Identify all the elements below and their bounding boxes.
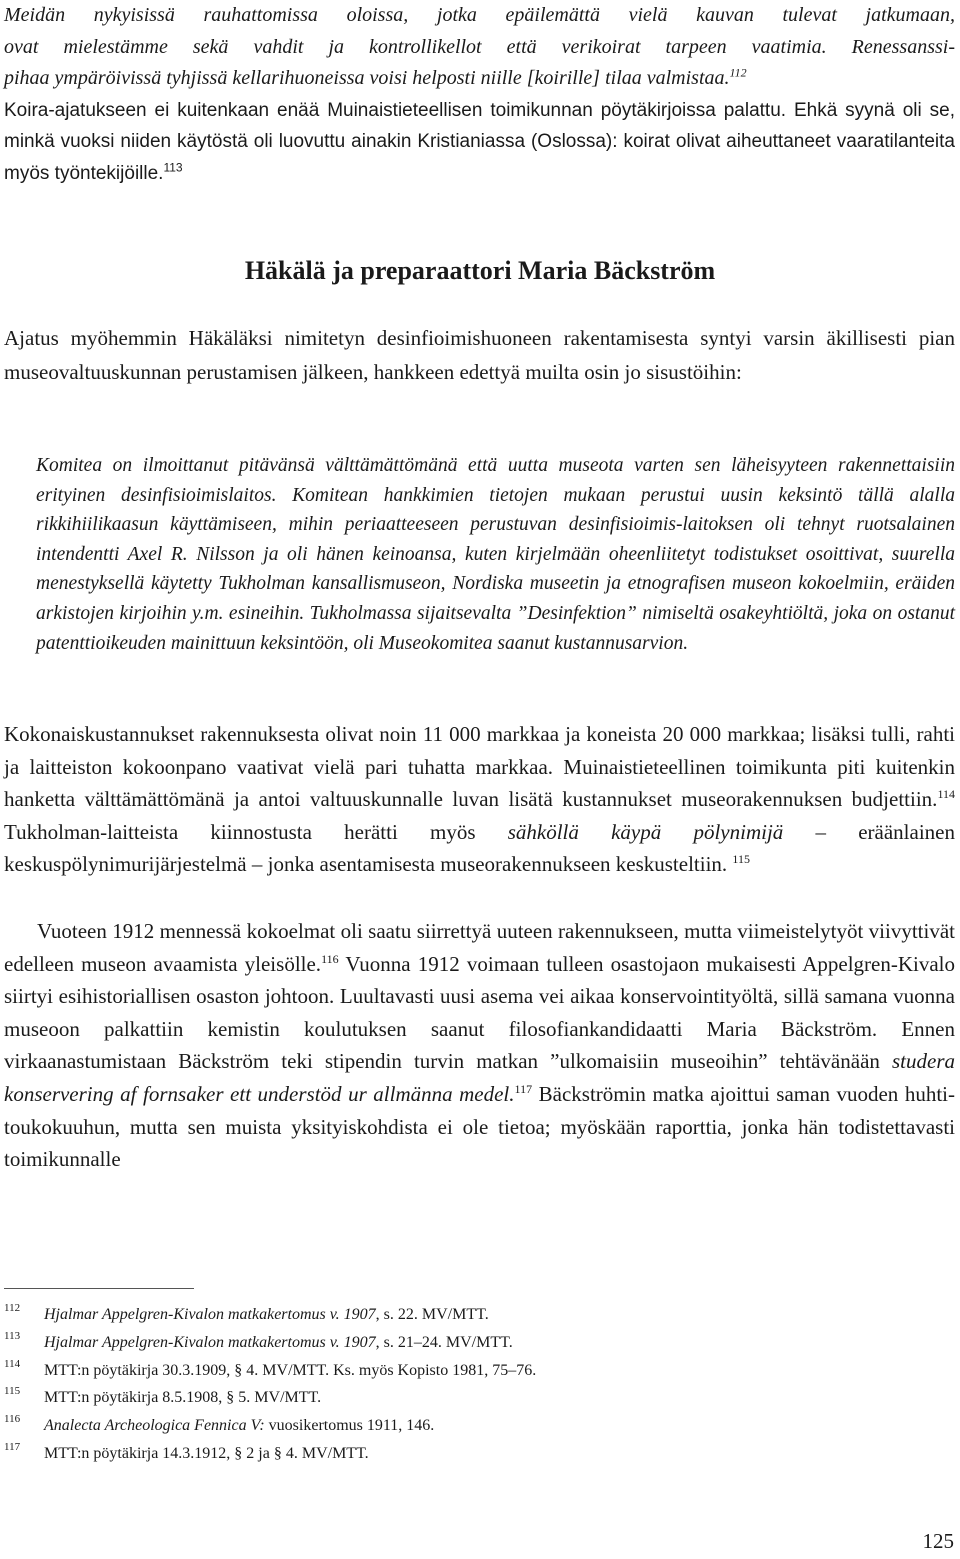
paragraph-backstrom (4, 915, 955, 1176)
footnote-number: 116 (4, 1413, 21, 1426)
footnote-ref-115[interactable]: 115 (732, 852, 750, 867)
opening-quote-continuation (4, 0, 955, 189)
paragraph-dogs (4, 95, 955, 190)
paragraph-backstrom-text-a: Vuoteen 1912 mennessä kokoelmat oli saatu siirrettyä uuteen rakennukseen, mutta viimeistelytyöt viivyttivät edelleen museon avaamista yleisölle. (4, 919, 955, 976)
footnote (4, 1357, 904, 1385)
footnote-text (44, 1412, 434, 1440)
footnote-italic: Hjalmar Appelgren-Kivalon matkakertomus v. 1907 (44, 1333, 376, 1351)
paragraph-backstrom-italic: studera konservering af fornsaker ett understöd ur allmänna medel. (4, 1049, 955, 1106)
footnotes (4, 1301, 904, 1468)
footnote-ref-116[interactable]: 116 (321, 951, 339, 966)
footnote-number: 112 (4, 1302, 21, 1314)
paragraph-costs-text-b: Tukholman-laitteista kiinnostusta herätti myös (4, 819, 508, 844)
footnote-rest: , s. 22. MV/MTT. (375, 1306, 489, 1323)
footnote-ref-112[interactable]: 112 (729, 65, 747, 80)
paragraph-backstrom-text-b: Vuonna 1912 voimaan tulleen osastojaon mukaisesti Appelgren-Kivalo siirtyi esihistoriallisen osaston johtoon. Luultavasti uusi asema vei aikaa konservointityöltä, sillä samana vuonna museoon palkattiin kemistin koulutuksen saanut filosofiankandidaatti Maria Bäckström. Ennen virkaanastumistaan Bäckström teki stipendin turvin matkan ”ulkomaisiin museoihin” tehtävänään (4, 951, 956, 1074)
footnote (4, 1384, 904, 1412)
quote-line: ovat mielestämme sekä vahdit ja kontrollikellot että verikoirat tarpeen vaatimia. Renessanssi- (4, 35, 955, 58)
quote-line-text: pihaa ympäröivissä tyhjissä kellarihuoneissa voisi helposti niille [koirille] tilaa valmistaa. (4, 67, 730, 89)
paragraph-costs-text-c: – eräänlainen keskuspölynimurijärjestelmä – jonka asentamisesta museorakennukseen keskusteltiin. (4, 819, 955, 877)
footnote-divider (4, 1288, 194, 1289)
section-heading: Häkälä ja preparaattori Maria Bäckström (244, 256, 716, 285)
footnote-text (44, 1384, 321, 1412)
footnote-italic: Hjalmar Appelgren-Kivalon matkakertomus v. 1907 (44, 1306, 376, 1323)
footnote (4, 1329, 904, 1357)
footnote (4, 1440, 904, 1468)
footnote-rest: MTT:n pöytäkirja 14.3.1912, § 2 ja § 4. MV/MTT. (44, 1444, 369, 1462)
footnote-text (44, 1301, 489, 1329)
footnote-number: 113 (4, 1329, 21, 1342)
footnote-text (44, 1357, 536, 1385)
footnote-italic: Analecta Archeologica Fennica V: (44, 1417, 265, 1435)
footnote-number: 114 (4, 1357, 21, 1370)
quote-line (4, 63, 955, 95)
footnote-text (44, 1440, 369, 1468)
footnote-rest: vuosikertomus 1911, 146. (264, 1417, 435, 1435)
block-quote: Komitea on ilmoittanut pitävänsä välttämättömänä että uutta museota varten sen läheisyyteen rakennettaisiin erityinen desinfisioimislaitos. Komitean hankkimien tietojen mukaan perustui uusin keksintö tällä alalla rikkihiilikaasun käyttämiseen, mihin periaatteeseen perustuvan desinfisioimis-laitoksen oli tehnyt ruotsalainen intendentti Axel R. Nilsson ja oli hänen keinoansa, kuten kirjelmään oheenliitetyt todistukset osoittivat, suurella menestyksellä käytetty Tukholman kansallismuseon, Nordiska museetin ja etnografisen museon kokoelmiin, eräiden arkistojen kirjoihin y.m. esineihin. Tukholmassa sijaitsevalta ”Desinfektion” nimiseltä osakeyhtiöltä, joka on ostanut patenttioikeuden mainittuun keksintöön, oli Museokomitea saanut kustannusarvion. (36, 455, 955, 654)
footnote-number: 117 (4, 1440, 21, 1453)
footnote-rest: MTT:n pöytäkirja 8.5.1908, § 5. MV/MTT. (44, 1389, 322, 1407)
footnote (4, 1412, 904, 1440)
footnote-ref-117[interactable]: 117 (514, 1081, 533, 1096)
footnote-text (44, 1329, 513, 1357)
paragraph-costs-italic: sähköllä käypä pölynimijä (507, 819, 784, 844)
footnote-rest: , s. 21–24. MV/MTT. (375, 1333, 513, 1351)
paragraph-costs (4, 718, 955, 881)
footnote-rest: MTT:n pöytäkirja 30.3.1909, § 4. MV/MTT. Ks. myös Kopisto 1981, 75–76. (44, 1361, 537, 1379)
quote-line: Meidän nykyisissä rauhattomissa oloissa, jotka epäilemättä vielä kauvan tulevat jatkumaan, (4, 4, 955, 26)
footnote-ref-113[interactable]: 113 (163, 160, 183, 175)
paragraph-dogs-text: Koira-ajatukseen ei kuitenkaan enää Muinaistieteellisen toimikunnan pöytäkirjoissa palattu. Ehkä syynä oli se, minkä vuoksi niiden käytöstä oli luovuttu ainakin Kristianiassa (Oslossa): koirat olivat aiheuttaneet vaaratilanteita myös työntekijöille. (4, 99, 955, 184)
paragraph-intro: Ajatus myöhemmin Häkäläksi nimitetyn desinfioimishuoneen rakentamisesta syntyi varsin äkillisesti pian museovaltuuskunnan perustamisen jälkeen, hankkeen edettyä muilta osin jo sisustöihin: (4, 326, 955, 384)
footnote-ref-114[interactable]: 114 (937, 787, 955, 802)
paragraph-costs-text-a: Kokonaiskustannukset rakennuksesta olivat noin 11 000 markkaa ja koneista 20 000 markkaa; lisäksi tulli, rahti ja laitteiston kokoonpano vaativat vielä pari tuhatta markkaa. Muinaistieteellinen toimikunta piti kuitenkin hanketta välttämättömänä ja antoi valtuuskunnalle luvan lisätä kustannukset museorakennuksen budjettiin. (4, 722, 955, 812)
footnote-number: 115 (4, 1385, 21, 1398)
page-number: 125 (922, 1529, 954, 1553)
footnote (4, 1301, 904, 1329)
paragraph-backstrom-text-c: Bäckströmin matka ajoittui saman vuoden huhti-toukokuuhun, mutta sen muista yksityiskohdista ei ole tietoa; myöskään raporttia, jonka hän todistettavasti toimikunnalle (4, 1081, 955, 1172)
